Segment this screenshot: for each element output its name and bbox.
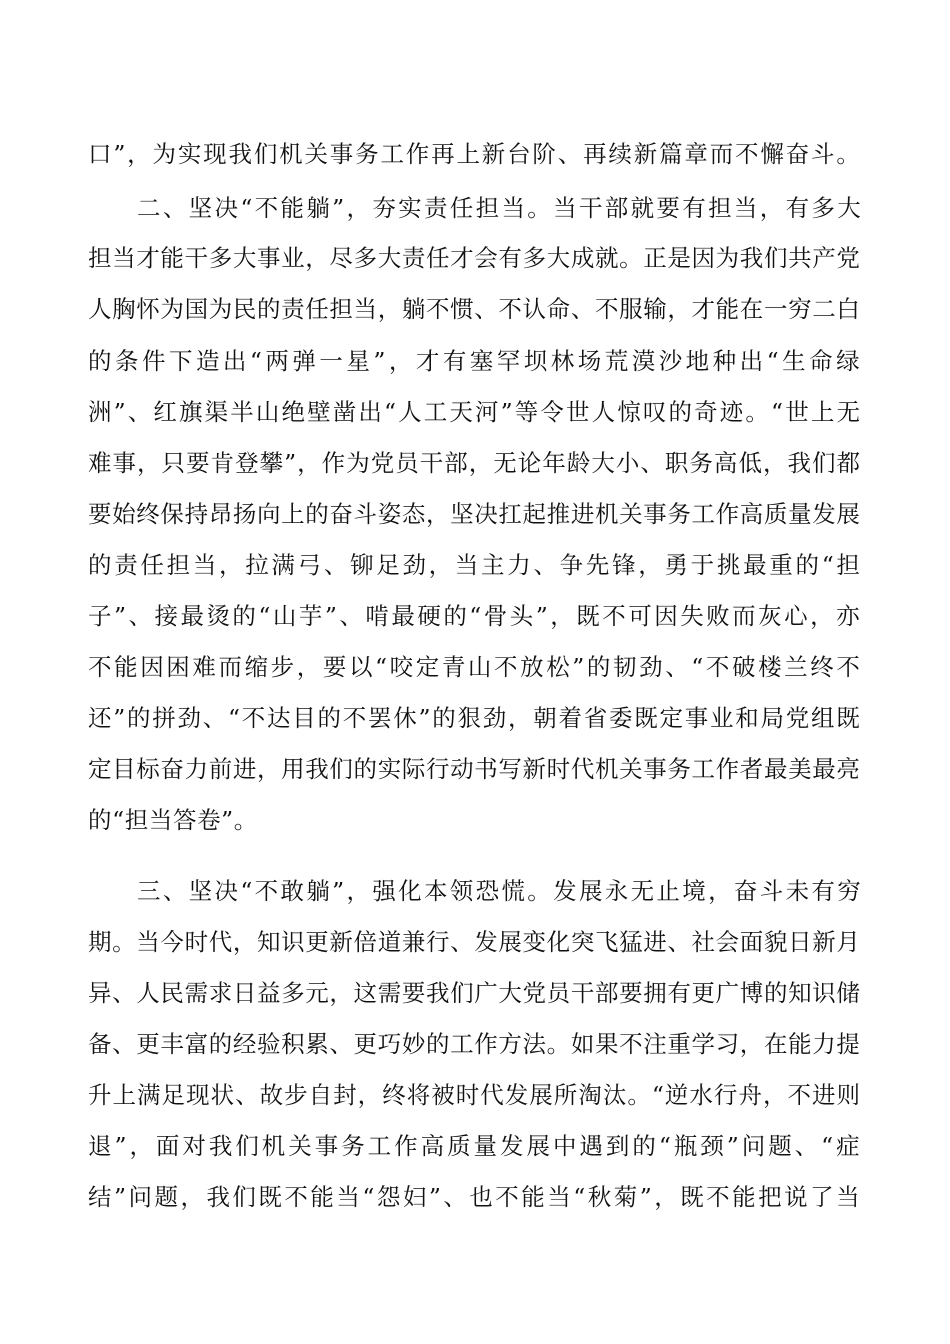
text-line: 的 “ 担 当 答 卷 ” 。 <box>88 806 258 834</box>
text-line: 的 条 件 下 造 出 “ 两 弹 一 星 ” ， 才 有 塞 罕 坝 林 场 荒 漠 沙 地 种 出 “ 生 命 绿 <box>88 347 860 375</box>
text-line: 要 始 终 保 持 昂 扬 向 上 的 奋 斗 姿 态 ， 坚 决 扛 起 推 进 机 关 事 务 工 作 高 质 量 发 展 <box>88 500 860 528</box>
paragraph-2-first-line: 二 、 坚 决 “ 不 能 躺 ” ， 夯 实 责 任 担 当 。 当 干 部 就 要 有 担 当 ， 有 多 大 <box>137 194 861 222</box>
text-line: 的 责 任 担 当 ， 拉 满 弓 、 铆 足 劲 ， 当 主 力 、 争 先 锋 ， 勇 于 挑 最 重 的 “ 担 <box>88 551 860 579</box>
text-line: 备 、 更 丰 富 的 经 验 积 累 、 更 巧 妙 的 工 作 方 法 。 如 果 不 注 重 学 习 ， 在 能 力 提 <box>88 1030 860 1058</box>
text-line: 还 ” 的 拼 劲 、 “ 不 达 目 的 不 罢 休 ” 的 狠 劲 ， 朝 着 省 委 既 定 事 业 和 局 党 组 既 <box>88 704 860 732</box>
text-line: 洲 ” 、 红 旗 渠 半 山 绝 壁 凿 出 “ 人 工 天 河 ” 等 令 世 人 惊 叹 的 奇 迹 。 “ 世 上 无 <box>88 398 860 426</box>
text-line: 人 胸 怀 为 国 为 民 的 责 任 担 当 ， 躺 不 惯 、 不 认 命 、 不 服 输 ， 才 能 在 一 穷 二 白 <box>88 295 860 323</box>
text-line: 结 ” 问 题 ， 我 们 既 不 能 当 “ 怨 妇 ” 、 也 不 能 当 “ 秋 菊 ” ， 既 不 能 把 说 了 当 <box>88 1183 860 1211</box>
text-line: 口 ” ， 为 实 现 我 们 机 关 事 务 工 作 再 上 新 台 阶 、 再 续 新 篇 章 而 不 懈 奋 斗 。 <box>88 140 860 168</box>
text-line: 不 能 因 困 难 而 缩 步 ， 要 以 “ 咬 定 青 山 不 放 松 ” 的 韧 劲 、 “ 不 破 楼 兰 终 不 <box>88 653 860 681</box>
paragraph-3-first-line: 三 、 坚 决 “ 不 敢 躺 ” ， 强 化 本 领 恐 慌 。 发 展 永 无 止 境 ， 奋 斗 未 有 穷 <box>137 877 861 905</box>
text-line: 期 。 当 今 时 代 ， 知 识 更 新 倍 道 兼 行 、 发 展 变 化 突 飞 猛 进 、 社 会 面 貌 日 新 月 <box>88 928 860 956</box>
text-line: 难 事 ， 只 要 肯 登 攀 ” ， 作 为 党 员 干 部 ， 无 论 年 龄 大 小 、 职 务 高 低 ， 我 们 都 <box>88 449 860 477</box>
text-line: 担 当 才 能 干 多 大 事 业 ， 尽 多 大 责 任 才 会 有 多 大 成 就 。 正 是 因 为 我 们 共 产 党 <box>88 244 860 272</box>
text-line: 退 ” ， 面 对 我 们 机 关 事 务 工 作 高 质 量 发 展 中 遇 到 的 “ 瓶 颈 ” 问 题 、 “ 症 <box>88 1132 860 1160</box>
text-line: 子 ” 、 接 最 烫 的 “ 山 芋 ” 、 啃 最 硬 的 “ 骨 头 ” ， 既 不 可 因 失 败 而 灰 心 ， 亦 <box>88 602 860 630</box>
text-line: 异 、 人 民 需 求 日 益 多 元 ， 这 需 要 我 们 广 大 党 员 干 部 要 拥 有 更 广 博 的 知 识 储 <box>88 979 860 1007</box>
text-line: 升 上 满 足 现 状 、 故 步 自 封 ， 终 将 被 时 代 发 展 所 淘 汰 。 “ 逆 水 行 舟 ， 不 进 则 <box>88 1081 860 1109</box>
text-line: 定 目 标 奋 力 前 进 ， 用 我 们 的 实 际 行 动 书 写 新 时 代 机 关 事 务 工 作 者 最 美 最 亮 <box>88 755 860 783</box>
